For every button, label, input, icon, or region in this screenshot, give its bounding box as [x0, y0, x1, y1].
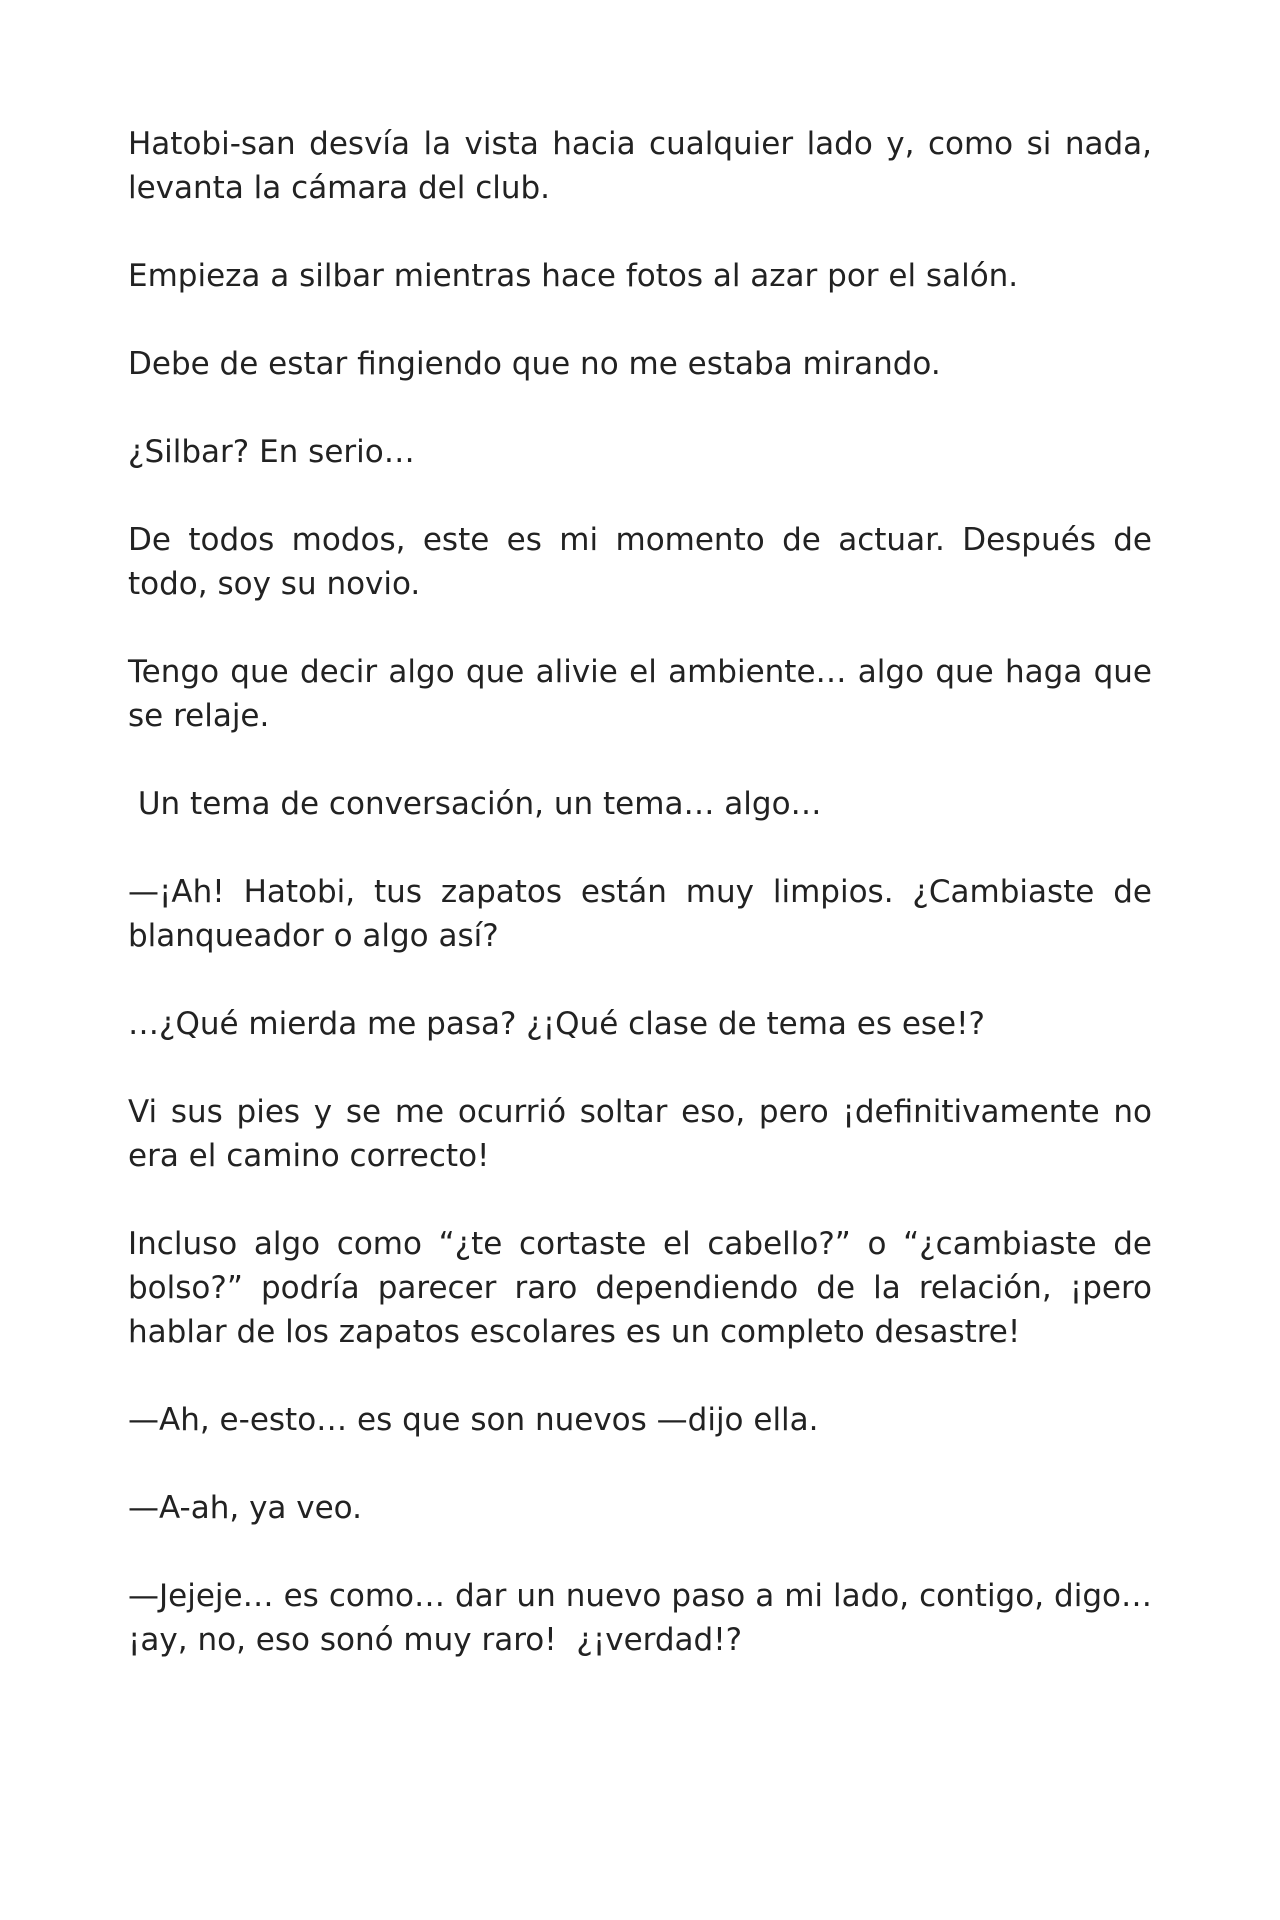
- paragraph-13: —A-ah, ya veo.: [128, 1490, 362, 1526]
- paragraph-12: —Ah, e-esto… es que son nuevos —dijo ella.: [128, 1402, 819, 1438]
- paragraph-11: Incluso algo como “¿te cortaste el cabello?” o “¿cambiaste de bolso?” podría parecer raro dependiendo de la relación, ¡pero hablar de los zapatos escolares es un completo desastre!: [128, 1226, 1162, 1350]
- paragraph-4: ¿Silbar? En serio…: [128, 434, 415, 470]
- document-body: [128, 122, 1162, 1706]
- paragraph-2: Empieza a silbar mientras hace fotos al azar por el salón.: [128, 258, 1019, 294]
- paragraph-8: —¡Ah! Hatobi, tus zapatos están muy limpios. ¿Cambiaste de blanqueador o algo así?: [128, 874, 1162, 954]
- paragraph-1: Hatobi-san desvía la vista hacia cualquier lado y, como si nada, levanta la cámara del club.: [128, 126, 1162, 206]
- paragraph-7: Un tema de conversación, un tema… algo…: [128, 786, 822, 822]
- paragraph-14: —Jejeje… es como… dar un nuevo paso a mi lado, contigo, digo… ¡ay, no, eso sonó muy raro! ¿¡verdad!?: [128, 1578, 1162, 1658]
- paragraph-9: …¿Qué mierda me pasa? ¿¡Qué clase de tema es ese!?: [128, 1006, 986, 1042]
- paragraph-6: Tengo que decir algo que alivie el ambiente… algo que haga que se relaje.: [128, 654, 1162, 734]
- paragraph-10: Vi sus pies y se me ocurrió soltar eso, pero ¡definitivamente no era el camino correcto!: [128, 1094, 1162, 1174]
- paragraph-3: Debe de estar fingiendo que no me estaba mirando.: [128, 346, 941, 382]
- paragraph-5: De todos modos, este es mi momento de actuar. Después de todo, soy su novio.: [128, 522, 1162, 602]
